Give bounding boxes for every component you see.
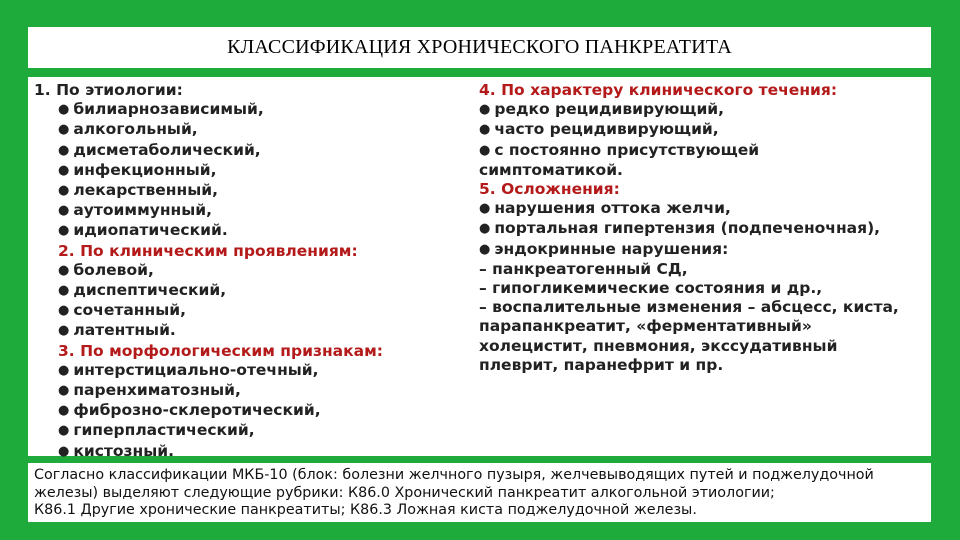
section-clinical-heading: 2. По клиническим проявлениям: [58,241,358,260]
classification-panel [28,77,931,460]
section-complications-heading: 5. Осложнения: [479,180,620,199]
list-item: ● паренхиматозный, [34,381,464,401]
footer-line: Согласно классификации МКБ-10 (блок: болезни желчного пузыря, желчевыводящих путей и поджелудочной [34,467,874,483]
list-item: ● нарушения оттока желчи, [479,199,924,219]
list-item: ● фиброзно-склеротический, [34,401,464,421]
list-item: ● алкогольный, [34,120,464,140]
list-item: ● инфекционный, [34,161,464,181]
list-item-continuation: холецистит, пневмония, экссудативный [479,336,838,355]
dash-item: – гипогликемические состояния и др., [479,279,823,298]
list-item: ● диспептический, [34,281,464,301]
page-title: КЛАССИФИКАЦИЯ ХРОНИЧЕСКОГО ПАНКРЕАТИТА [227,36,732,58]
footer-panel [28,463,931,522]
list-item: ● редко рецидивирующий, [479,100,924,120]
left-column [34,81,464,462]
list-item-continuation: плеврит, паранефрит и пр. [479,355,724,374]
section-course-heading: 4. По характеру клинического течения: [479,81,838,99]
list-item: ● гиперпластический, [34,421,464,441]
list-item: ● интерстициально-отечный, [34,361,464,381]
dash-item: – воспалительные изменения – абсцесс, киста, [479,298,899,317]
list-item: ● кистозный. [34,442,464,462]
footer-note [34,467,924,520]
section-morphology-heading: 3. По морфологическим признакам: [58,341,383,360]
right-column [479,81,924,375]
list-item-continuation: симптоматикой. [479,160,623,179]
list-item: ● сочетанный, [34,301,464,321]
section-etiology-heading: 1. По этиологии: [34,81,183,99]
list-item: ● аутоиммунный, [34,201,464,221]
list-item: ● эндокринные нарушения: [479,240,924,260]
dash-item: – панкреатогенный СД, [479,259,688,278]
list-item: ● с постоянно присутствующей [479,141,924,161]
footer-line: железы) выделяют следующие рубрики: К86.0 Хронический панкреатит алкогольной этиологии; [34,484,775,501]
list-item: ● болевой, [34,261,464,281]
list-item: ● дисметаболический, [34,141,464,161]
list-item: ● портальная гипертензия (подпеченочная), [479,219,924,239]
title-panel [28,27,931,68]
list-item: ● часто рецидивирующий, [479,120,924,140]
list-item: ● латентный. [34,321,464,341]
list-item: ● лекарственный, [34,181,464,201]
footer-line: К86.1 Другие хронические панкреатиты; К86.3 Ложная киста поджелудочной железы. [34,502,697,519]
list-item-continuation: парапанкреатит, «ферментативный» [479,317,812,336]
list-item: ● билиарнозависимый, [34,100,464,120]
list-item: ● идиопатический. [34,221,464,241]
